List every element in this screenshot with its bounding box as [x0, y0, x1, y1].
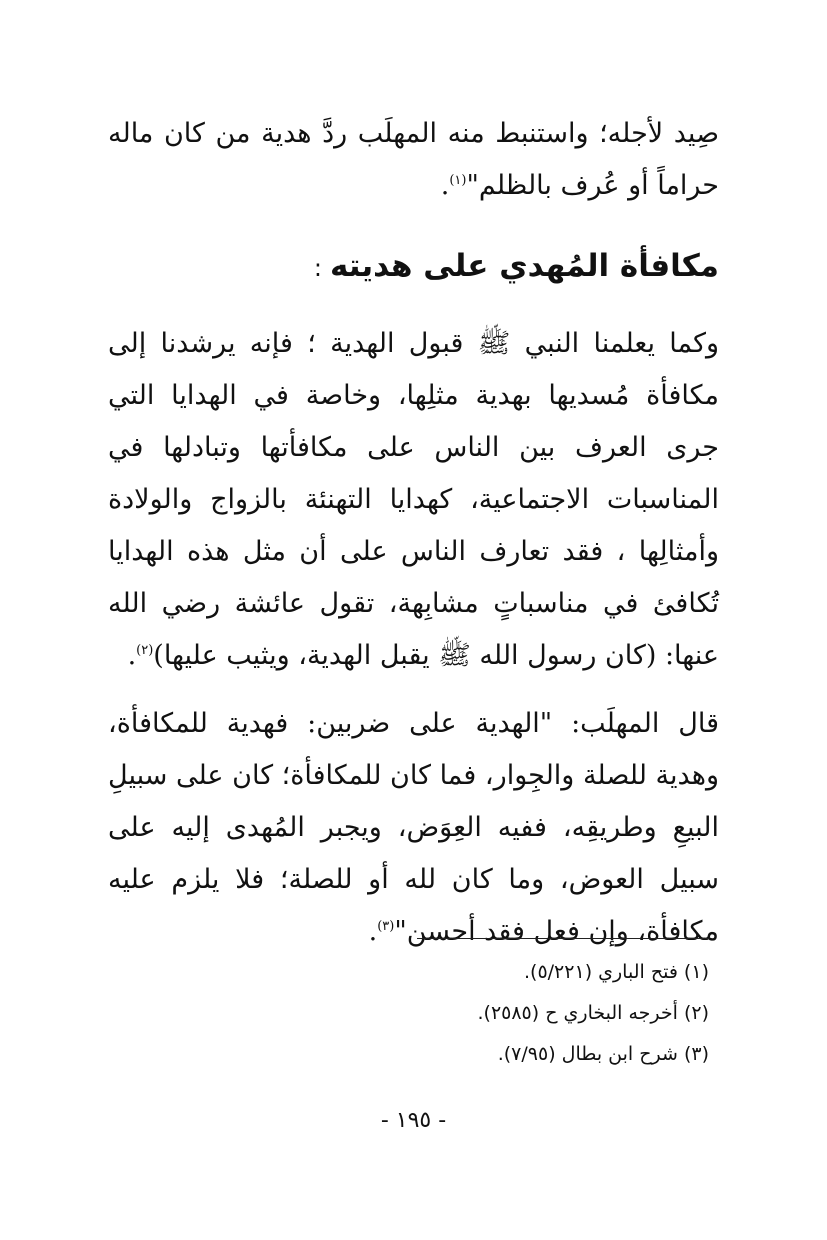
footnote-ref-1: (١) — [449, 173, 467, 188]
footnote-3: (٣) شرح ابن بطال (٧/٩٥). — [497, 1043, 709, 1065]
paragraph-reward-text: وكما يعلمنا النبي ﷺ قبول الهدية ؛ فإنه يرشدنا إلى مكافأة مُسديها بهدية مثلِها، وخاصة في الهدايا التي جرى العرف بين الناس على مكافأتها وتبادلها في المناسبات الاجتماعية، كهدايا التهنئة بالزواج والولادة وأمثالِها ، فقد تعارف الناس على أن مثل هذه الهدايا تُكافئ في مناسباتٍ مشابِهة، تقول عائشة رضي الله عنها: (كان رسول الله ﷺ يقبل الهدية، ويثيب عليها) — [108, 328, 719, 671]
footnote-divider — [417, 938, 709, 939]
paragraph-muhallab — [108, 698, 719, 958]
page-body — [108, 108, 719, 958]
paragraph-reward-end: . — [127, 640, 137, 671]
footnote-ref-3: (٣) — [377, 919, 395, 934]
page-number: - ١٩٥ - — [380, 1108, 447, 1133]
paragraph-muhallab-end: . — [368, 916, 378, 947]
intro-text: صِيد لأجله؛ واستنبط منه المهلَب ردَّ هدية من كان ماله حراماً أو عُرف بالظلم" — [108, 118, 719, 201]
section-heading — [108, 236, 719, 298]
footnote-2: (٢) أخرجه البخاري ح (٢٥٨٥). — [477, 1002, 709, 1024]
footnote-ref-2: (٢) — [136, 643, 154, 658]
intro-paragraph — [108, 108, 719, 212]
paragraph-muhallab-text: قال المهلَب: "الهدية على ضربين: فهدية للمكافأة، وهدية للصلة والجِوار، فما كان للمكافأة؛ كان على سبيلِ البيعِ وطريقِه، ففيه العِوَض، ويجبر المُهدى إليه على سبيل العوض، وما كان لله أو للصلة؛ فلا يلزم عليه مكافأة، وإن فعل فقد أحسن" — [108, 708, 719, 947]
heading-colon: : — [313, 254, 322, 282]
intro-end: . — [440, 170, 450, 201]
paragraph-reward — [108, 318, 719, 682]
footnotes — [209, 952, 709, 1075]
footnote-1: (١) فتح الباري (٥/٢٢١). — [524, 961, 709, 983]
heading-text: مكافأة المُهدي على هديته — [330, 248, 719, 284]
